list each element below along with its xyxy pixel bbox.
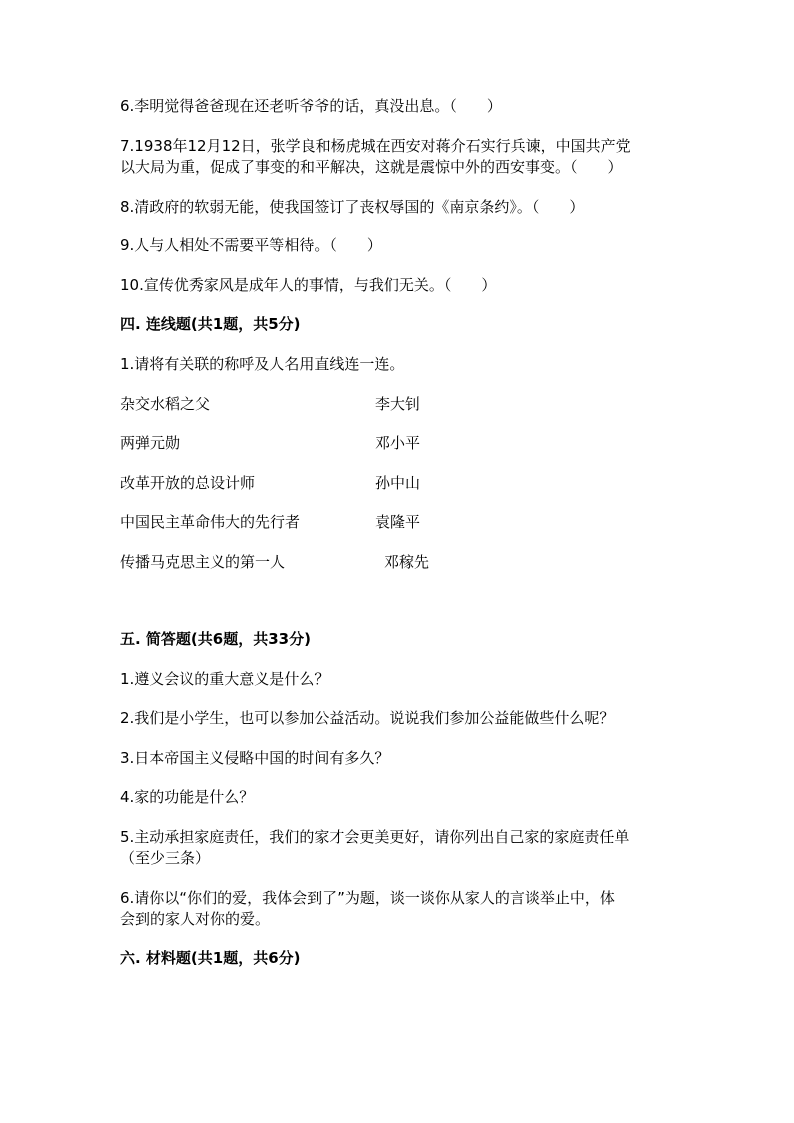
short-answer-question-1: 1.遵义会议的重大意义是什么？ xyxy=(120,670,330,688)
matching-left-item: 传播马克思主义的第一人 xyxy=(120,553,286,571)
judgement-item-9: 9.人与人相处不需要平等相待。（ ） xyxy=(120,236,382,254)
short-answer-question-6-line2: 会到的家人对你的爱。 xyxy=(120,910,271,928)
matching-left-item: 改革开放的总设计师 xyxy=(120,474,256,492)
judgement-item-10: 10.宣传优秀家风是成年人的事情，与我们无关。（ ） xyxy=(120,276,497,294)
matching-right-item: 邓小平 xyxy=(375,434,421,452)
section-heading-matching: 四. 连线题(共1题，共5分) xyxy=(120,315,301,333)
section-heading-material: 六. 材料题(共1题，共6分) xyxy=(120,949,301,967)
judgement-item-7-line2: 以大局为重，促成了事变的和平解决，这就是震惊中外的西安事变。（ ） xyxy=(120,158,623,176)
judgement-item-7-line1: 7.1938年12月12日，张学良和杨虎城在西安对蒋介石实行兵谏，中国共产党 xyxy=(120,137,631,155)
short-answer-question-3: 3.日本帝国主义侵略中国的时间有多久？ xyxy=(120,749,390,767)
matching-right-item: 袁隆平 xyxy=(375,513,421,531)
matching-right-item: 邓稼先 xyxy=(384,553,430,571)
short-answer-question-2: 2.我们是小学生，也可以参加公益活动。说说我们参加公益能做些什么呢？ xyxy=(120,709,615,727)
matching-right-item: 李大钊 xyxy=(375,395,421,413)
judgement-item-8: 8.清政府的软弱无能，使我国签订了丧权辱国的《南京条约》。（ ） xyxy=(120,198,585,216)
short-answer-question-5-line1: 5.主动承担家庭责任，我们的家才会更美更好，请你列出自己家的家庭责任单 xyxy=(120,828,630,846)
section-heading-short-answer: 五. 简答题(共6题，共33分) xyxy=(120,630,311,648)
matching-left-item: 杂交水稻之父 xyxy=(120,395,211,413)
matching-question: 1.请将有关联的称呼及人名用直线连一连。 xyxy=(120,355,405,373)
short-answer-question-4: 4.家的功能是什么？ xyxy=(120,788,255,806)
judgement-item-6: 6.李明觉得爸爸现在还老听爷爷的话，真没出息。（ ） xyxy=(120,97,502,115)
short-answer-question-6-line1: 6.请你以“你们的爱，我体会到了”为题，谈一谈你从家人的言谈举止中，体 xyxy=(120,889,615,907)
short-answer-question-5-line2: （至少三条） xyxy=(120,849,211,867)
matching-right-item: 孙中山 xyxy=(375,474,421,492)
matching-left-item: 两弹元勋 xyxy=(120,434,181,452)
matching-left-item: 中国民主革命伟大的先行者 xyxy=(120,513,301,531)
